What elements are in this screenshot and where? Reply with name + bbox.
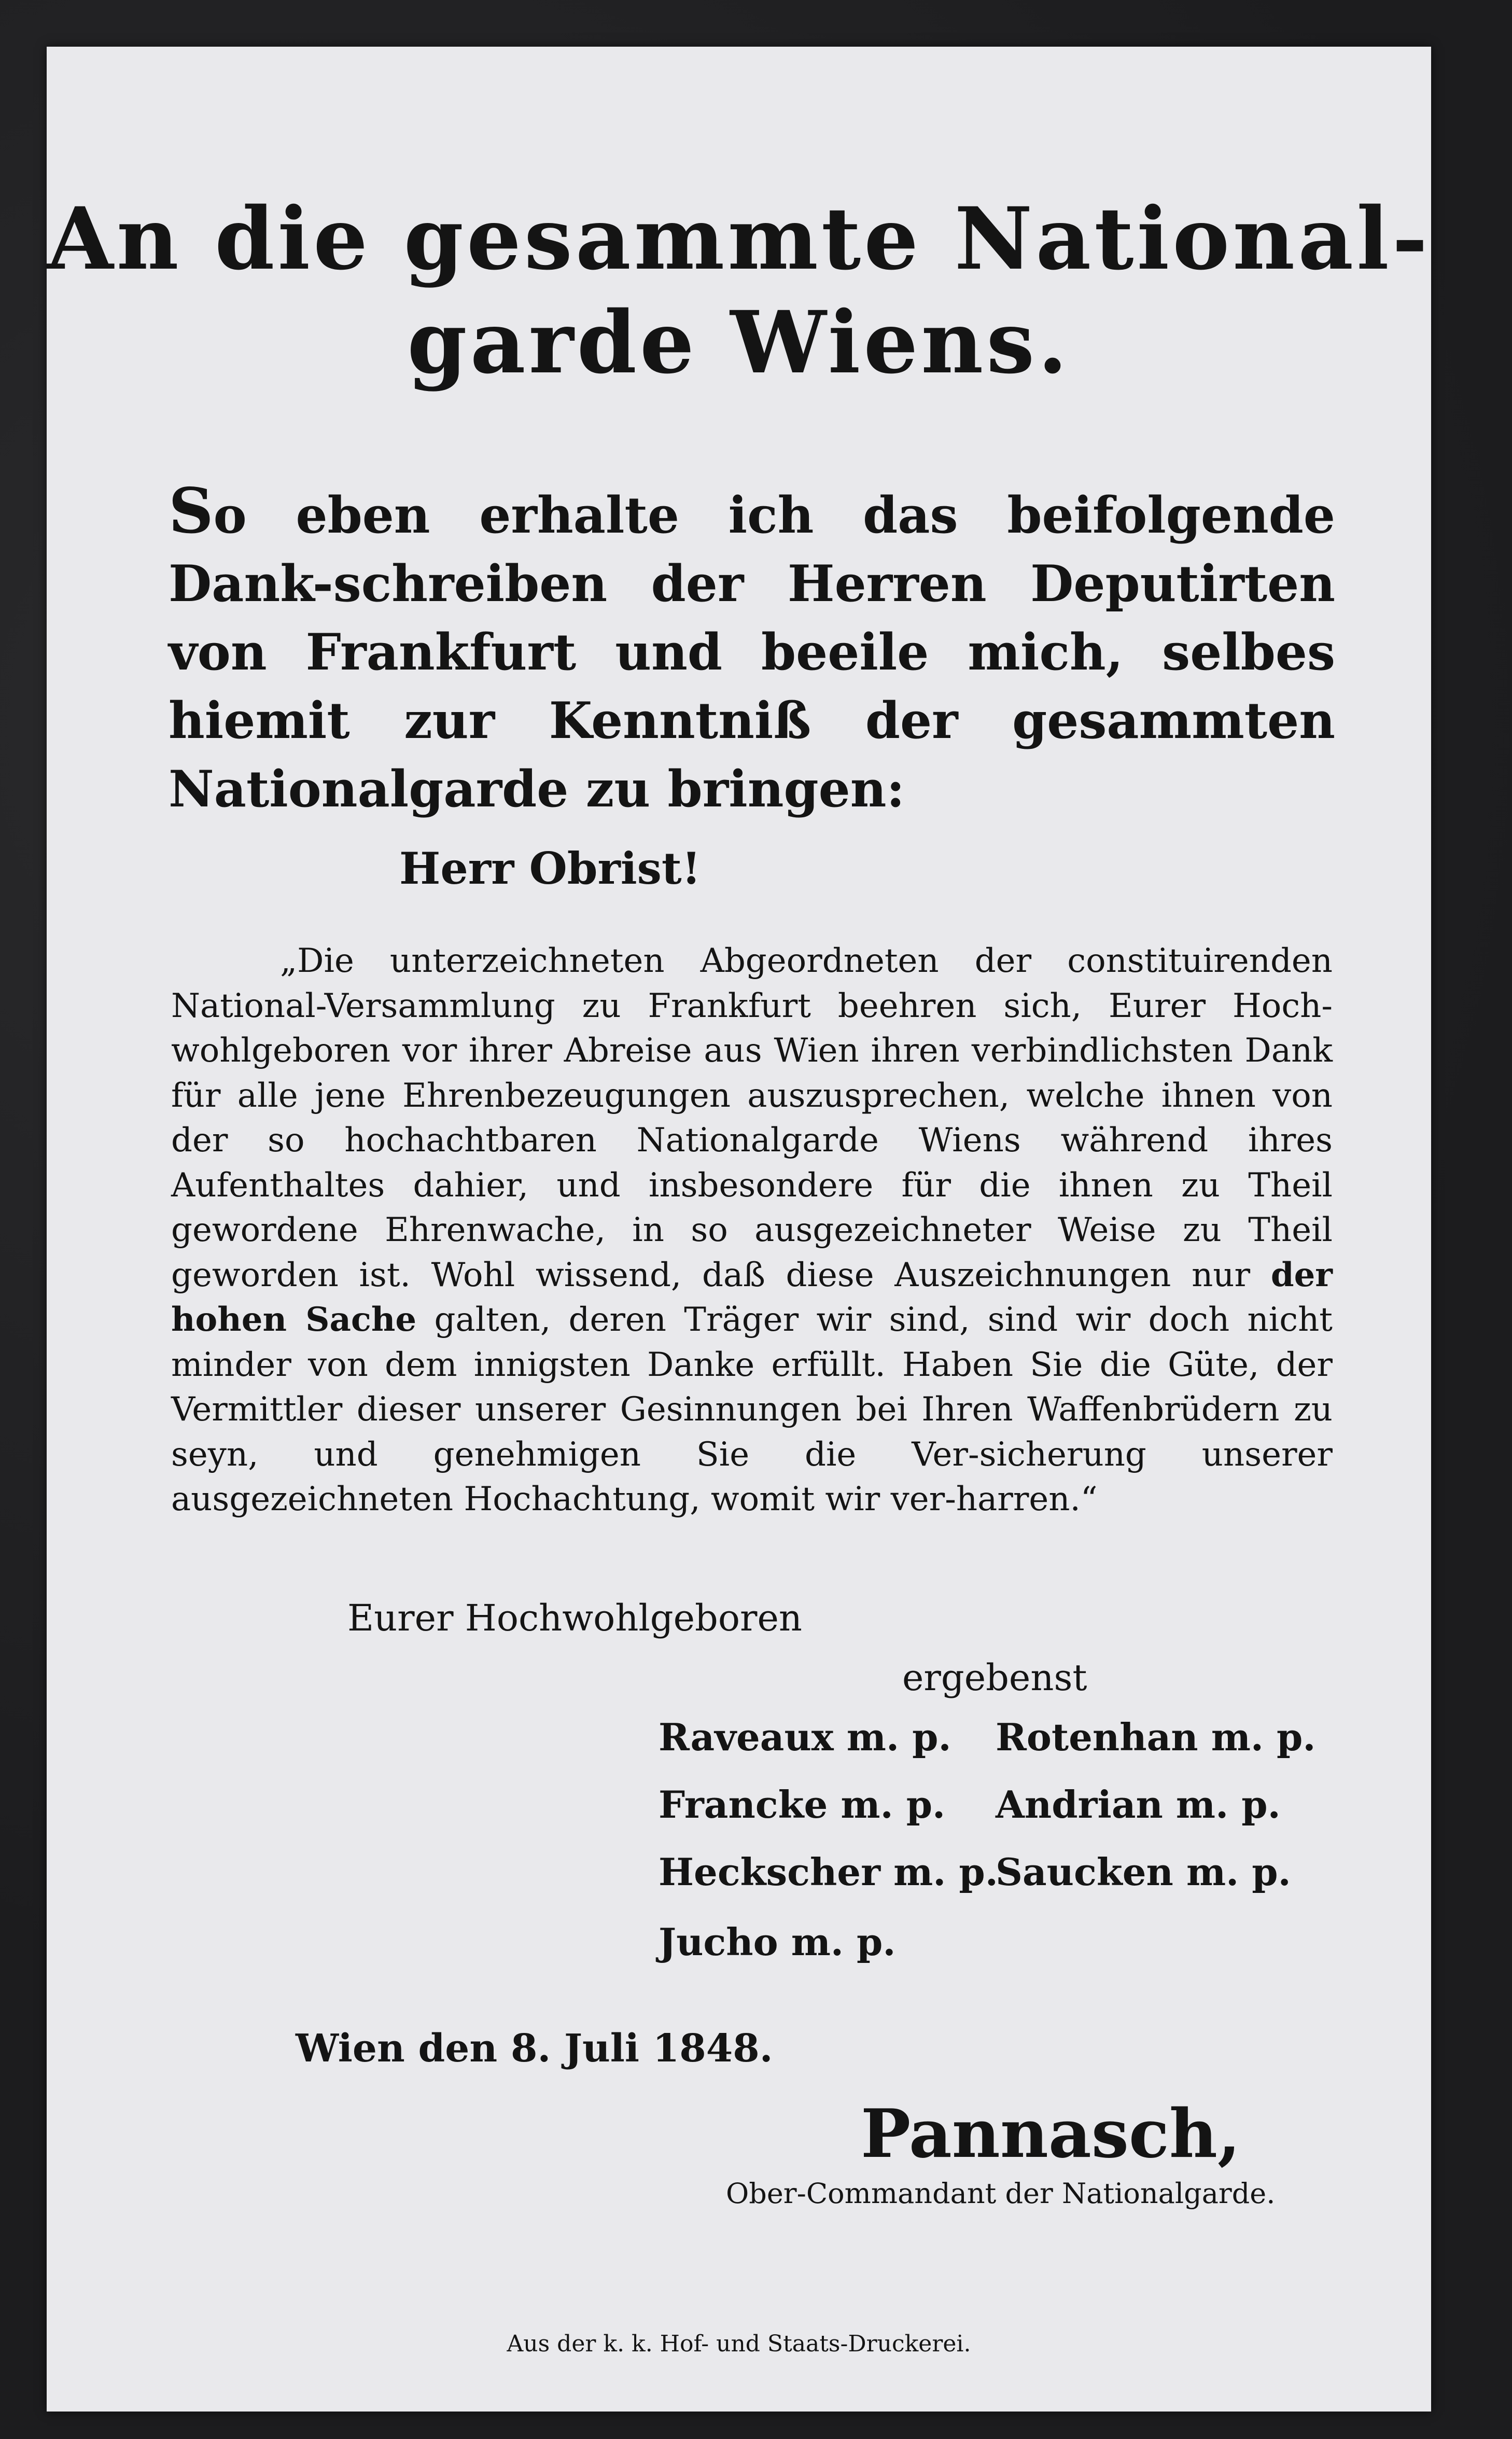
signatory-jucho: Jucho m. p. bbox=[659, 1920, 896, 1964]
closing-formula: Eurer Hochwohlgeboren bbox=[347, 1597, 802, 1639]
intro-initial: S bbox=[169, 475, 214, 548]
salutation: Herr Obrist! bbox=[399, 843, 701, 894]
intro-paragraph bbox=[169, 477, 1335, 824]
signatory-saucken: Saucken m. p. bbox=[996, 1850, 1291, 1894]
commander-name: Pannasch, bbox=[861, 2095, 1241, 2173]
poster-sheet bbox=[47, 47, 1431, 2412]
signatory-raveaux: Raveaux m. p. bbox=[659, 1715, 951, 1759]
signatory-andrian: Andrian m. p. bbox=[996, 1782, 1281, 1827]
letter-emphasis: der hohen Sache bbox=[171, 1255, 1333, 1339]
printer-imprint: Aus der k. k. Hof- und Staats-Druckerei. bbox=[507, 2331, 971, 2357]
letter-body bbox=[171, 939, 1333, 1522]
signatory-rotenhan: Rotenhan m. p. bbox=[996, 1715, 1316, 1759]
commander-title: Ober-Commandant der Nationalgarde. bbox=[726, 2177, 1276, 2210]
signatory-heckscher: Heckscher m. p. bbox=[659, 1850, 998, 1894]
ergebenst-text: ergebenst bbox=[902, 1656, 1087, 1699]
letter-text-part-2: galten, deren Träger wir sind, sind wir doch nicht minder von dem innigsten Danke erfüllt. Haben Sie die Güte, der Vermittler dieser unserer Gesinnungen bei Ihren Waffenbrüdern zu seyn, und genehmigen Sie die Ver-sicherung unserer ausgezeichneten Hochachtung, womit wir ver-harren.“ bbox=[171, 1301, 1333, 1518]
letter-text-part-1: „Die unterzeichneten Abgeordneten der constituirenden National-Versammlung zu Frankfurt beehren sich, Eurer Hoch-wohlgeboren vor ihrer Abreise aus Wien ihren verbindlichsten Dank für alle jene Ehrenbezeugungen auszusprechen, welche ihnen von der so hochachtbaren Nationalgarde Wiens während ihres Aufenthaltes dahier, und insbesondere für die ihnen zu Theil gewordene Ehrenwache, in so ausgezeichneter Weise zu Theil geworden ist. Wohl wissend, daß diese Auszeichnungen nur bbox=[171, 942, 1333, 1294]
date-line: Wien den 8. Juli 1848. bbox=[296, 2026, 773, 2071]
intro-text: o eben erhalte ich das beifolgende Dank-schreiben der Herren Deputirten von Frankfurt und beeile mich, selbes hiemit zur Kenntniß der gesammten Nationalgarde zu bringen: bbox=[169, 486, 1335, 818]
poster-title bbox=[47, 187, 1431, 394]
title-line-2: garde Wiens. bbox=[407, 292, 1071, 393]
signatory-francke: Francke m. p. bbox=[659, 1782, 946, 1827]
title-line-1: An die gesammte National- bbox=[47, 188, 1431, 289]
